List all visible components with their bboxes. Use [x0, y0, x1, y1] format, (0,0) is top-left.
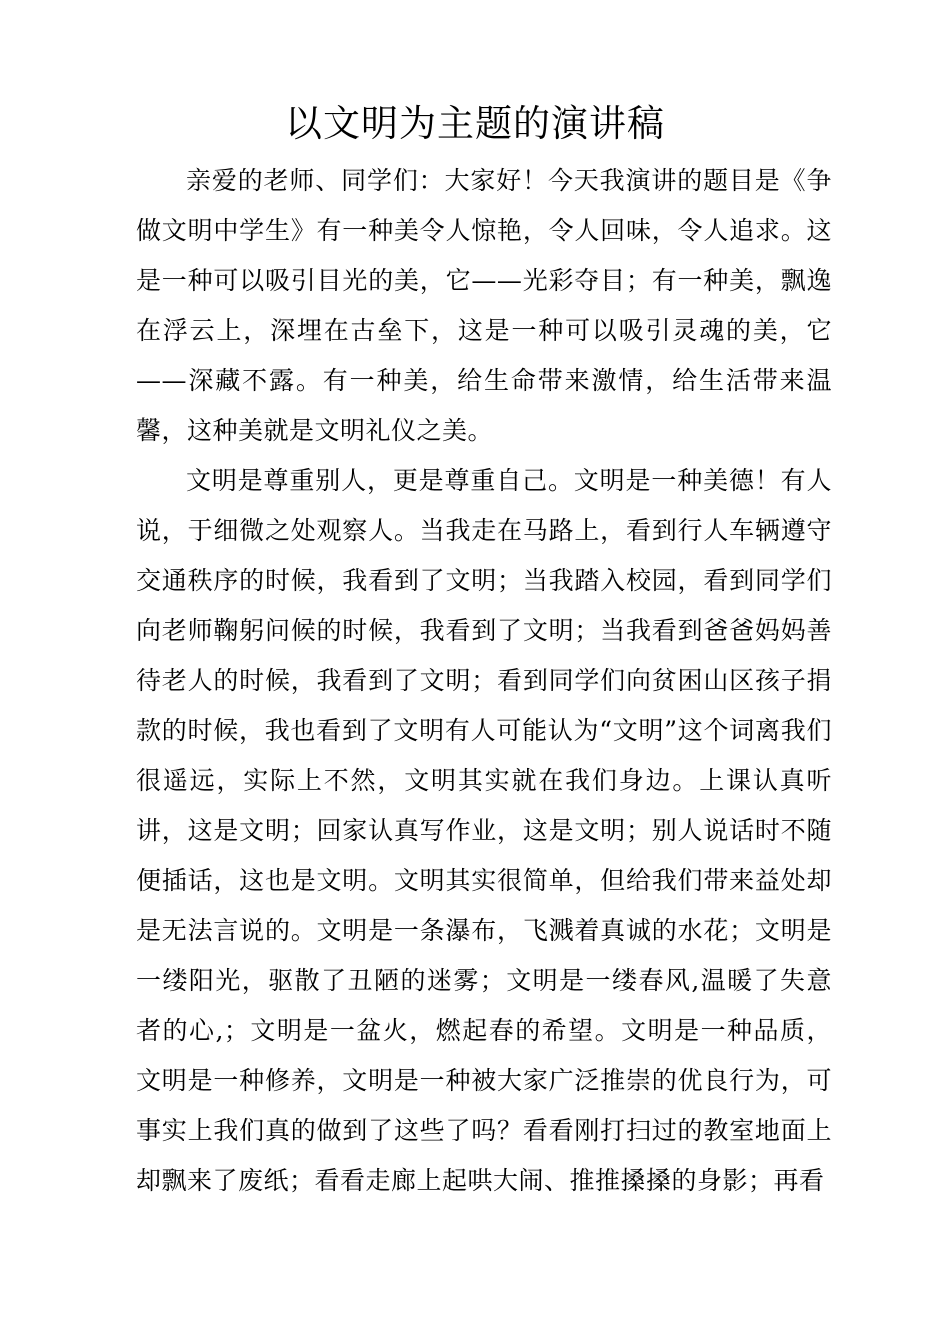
document-body — [136, 156, 832, 1206]
document-title: 以文明为主题的演讲稿 — [285, 102, 665, 145]
paragraph-1: 亲爱的老师、同学们：大家好！今天我演讲的题目是《争做文明中学生》有一种美令人惊艳，令人回味，令人追求。这是一种可以吸引目光的美，它——光彩夺目；有一种美，飘逸在浮云上，深埋在古垒下，这是一种可以吸引灵魂的美，它——深藏不露。有一种美，给生命带来激情，给生活带来温馨，这种美就是文明礼仪之美。 — [136, 166, 832, 445]
paragraph-2: 文明是尊重别人，更是尊重自己。文明是一种美德！有人说，于细微之处观察人。当我走在马路上，看到行人车辆遵守交通秩序的时候，我看到了文明；当我踏入校园，看到同学们向老师鞠躬问候的时候，我看到了文明；当我看到爸爸妈妈善待老人的时候，我看到了文明；看到同学们向贫困山区孩子捐款的时候，我也看到了文明有人可能认为“文明”这个词离我们很遥远，实际上不然，文明其实就在我们身边。上课认真听讲，这是文明；回家认真写作业，这是文明；别人说话时不随便插话，这也是文明。文明其实很简单，但给我们带来益处却是无法言说的。文明是一条瀑布，飞溅着真诚的水花；文明是一缕阳光，驱散了丑陋的迷雾；文明是一缕春风,温暖了失意者的心,；文明是一盆火，燃起春的希望。文明是一种品质，文明是一种修养，文明是一种被大家广泛推崇的优良行为，可事实上我们真的做到了这些了吗？看看刚打扫过的教室地面上却飘来了废纸；看看走廊上起哄大闹、推推搡搡的身影；再看 — [136, 466, 832, 1195]
